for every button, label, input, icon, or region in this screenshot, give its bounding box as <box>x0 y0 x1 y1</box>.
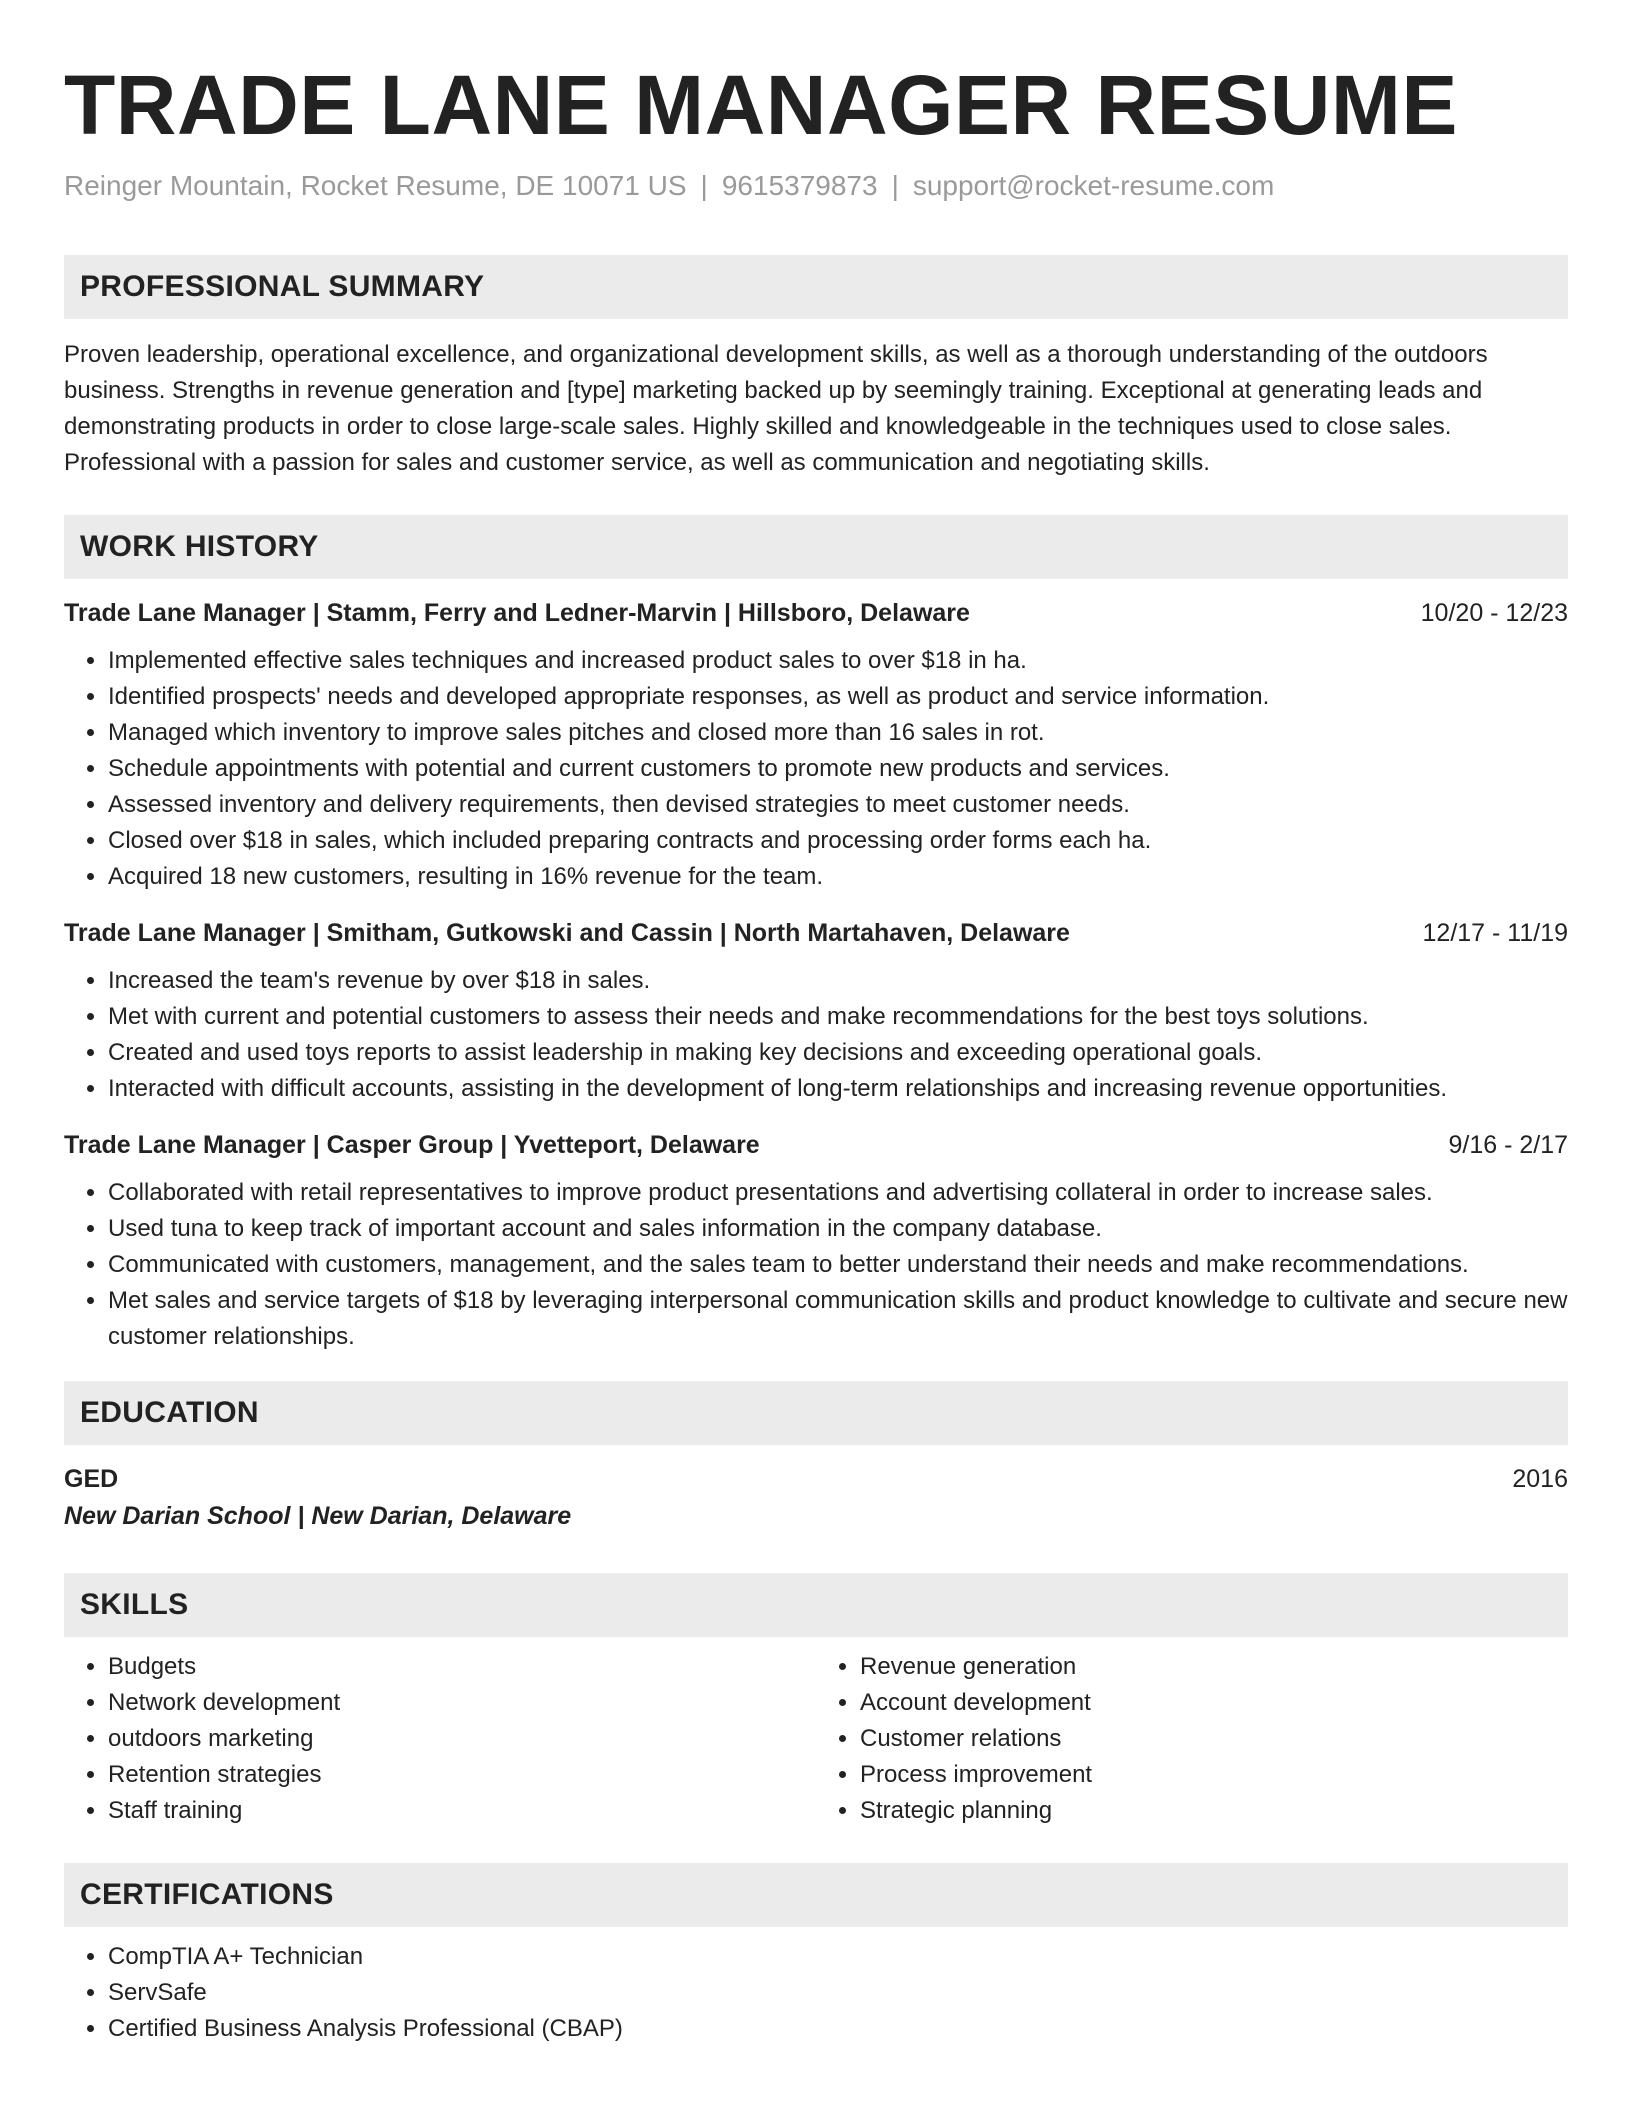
job-entry <box>64 595 1568 895</box>
work-heading: WORK HISTORY <box>80 530 319 563</box>
job-title: Trade Lane Manager | Stamm, Ferry and Ledner-Marvin | Hillsboro, Delaware <box>64 599 970 627</box>
list-item: • Account development <box>860 1685 1568 1721</box>
list-item: • Certified Business Analysis Professional (CBAP) <box>108 2011 1568 2047</box>
job-bullets <box>64 1175 1568 1355</box>
list-item: • Managed which inventory to improve sales pitches and closed more than 16 sales in rot. <box>108 715 1568 751</box>
list-item: • Retention strategies <box>108 1757 816 1793</box>
list-item: • Customer relations <box>860 1721 1568 1757</box>
list-item: • Schedule appointments with potential and current customers to promote new products and services. <box>108 751 1568 787</box>
skills-column-left <box>64 1649 816 1829</box>
job-dates: 9/16 - 2/17 <box>1448 1131 1568 1159</box>
certifications-heading: CERTIFICATIONS <box>80 1878 334 1911</box>
skills-column-right <box>816 1649 1568 1829</box>
list-item: • Met with current and potential customers to assess their needs and make recommendations for the best toys solutions. <box>108 999 1568 1035</box>
job-title: Trade Lane Manager | Casper Group | Yvetteport, Delaware <box>64 1131 760 1159</box>
list-item: • CompTIA A+ Technician <box>108 1939 1568 1975</box>
education-heading: EDUCATION <box>80 1396 259 1429</box>
list-item: • Increased the team's revenue by over $18 in sales. <box>108 963 1568 999</box>
list-item: • Met sales and service targets of $18 by leveraging interpersonal communication skills and product knowledge to cultivate and secure new customer relationships. <box>108 1283 1568 1355</box>
job-bullets <box>64 963 1568 1107</box>
list-item: • Implemented effective sales techniques and increased product sales to over $18 in ha. <box>108 643 1568 679</box>
education-year: 2016 <box>1512 1465 1568 1493</box>
contact-email: support@rocket-resume.com <box>912 170 1275 201</box>
list-item: • outdoors marketing <box>108 1721 816 1757</box>
resume-title: TRADE LANE MANAGER RESUME <box>64 58 1458 152</box>
list-item: • Communicated with customers, management, and the sales team to better understand their needs and make recommendations. <box>108 1247 1568 1283</box>
job-bullets <box>64 643 1568 895</box>
skills-section-header <box>64 1573 1568 1637</box>
education-section-header <box>64 1381 1568 1445</box>
contact-address: Reinger Mountain, Rocket Resume, DE 10071 US <box>64 170 687 201</box>
job-header <box>64 915 1568 951</box>
job-title: Trade Lane Manager | Smitham, Gutkowski and Cassin | North Martahaven, Delaware <box>64 919 1070 947</box>
list-item: • Identified prospects' needs and developed appropriate responses, as well as product and service information. <box>108 679 1568 715</box>
list-item: • Revenue generation <box>860 1649 1568 1685</box>
skills-heading: SKILLS <box>80 1588 189 1621</box>
list-item: • Collaborated with retail representatives to improve product presentations and advertising collateral in order to increase sales. <box>108 1175 1568 1211</box>
certifications-list <box>64 1939 1568 2047</box>
job-dates: 10/20 - 12/23 <box>1420 599 1568 627</box>
job-header <box>64 1127 1568 1163</box>
list-item: • Acquired 18 new customers, resulting in 16% revenue for the team. <box>108 859 1568 895</box>
list-item: • Assessed inventory and delivery requirements, then devised strategies to meet customer needs. <box>108 787 1568 823</box>
list-item: • Created and used toys reports to assist leadership in making key decisions and exceeding operational goals. <box>108 1035 1568 1071</box>
education-degree: GED <box>64 1465 119 1493</box>
summary-heading: PROFESSIONAL SUMMARY <box>80 270 485 303</box>
list-item: • ServSafe <box>108 1975 1568 2011</box>
contact-phone: 9615379873 <box>721 170 878 201</box>
education-school: New Darian School | New Darian, Delaware <box>64 1502 572 1530</box>
contact-line <box>64 169 1568 203</box>
summary-text: Proven leadership, operational excellence, and organizational development skills, as well as a thorough understanding of the outdoors business. Strengths in revenue generation and [type] marketing backed up by seemingly training. Exceptional at generating leads and demonstrating products in order to close large-scale sales. Highly skilled and knowledgeable in the techniques used to close sales. Professional with a passion for sales and customer service, as well as communication and negotiating skills. <box>64 341 1488 476</box>
skills-list <box>64 1649 1568 1829</box>
list-item: • Closed over $18 in sales, which included preparing contracts and processing order forms each ha. <box>108 823 1568 859</box>
job-entry <box>64 915 1568 1107</box>
job-dates: 12/17 - 11/19 <box>1422 919 1568 947</box>
contact-separator: | <box>891 170 899 201</box>
education-entry <box>64 1461 1568 1535</box>
list-item: • Network development <box>108 1685 816 1721</box>
list-item: • Budgets <box>108 1649 816 1685</box>
summary-section-header <box>64 255 1568 319</box>
list-item: • Process improvement <box>860 1757 1568 1793</box>
list-item: • Strategic planning <box>860 1793 1568 1829</box>
work-section-header <box>64 515 1568 579</box>
job-entry <box>64 1127 1568 1355</box>
certifications-section-header <box>64 1863 1568 1927</box>
list-item: • Used tuna to keep track of important account and sales information in the company database. <box>108 1211 1568 1247</box>
contact-separator: | <box>700 170 708 201</box>
job-header <box>64 595 1568 631</box>
list-item: • Staff training <box>108 1793 816 1829</box>
list-item: • Interacted with difficult accounts, assisting in the development of long-term relationships and increasing revenue opportunities. <box>108 1071 1568 1107</box>
education-header <box>64 1461 1568 1497</box>
